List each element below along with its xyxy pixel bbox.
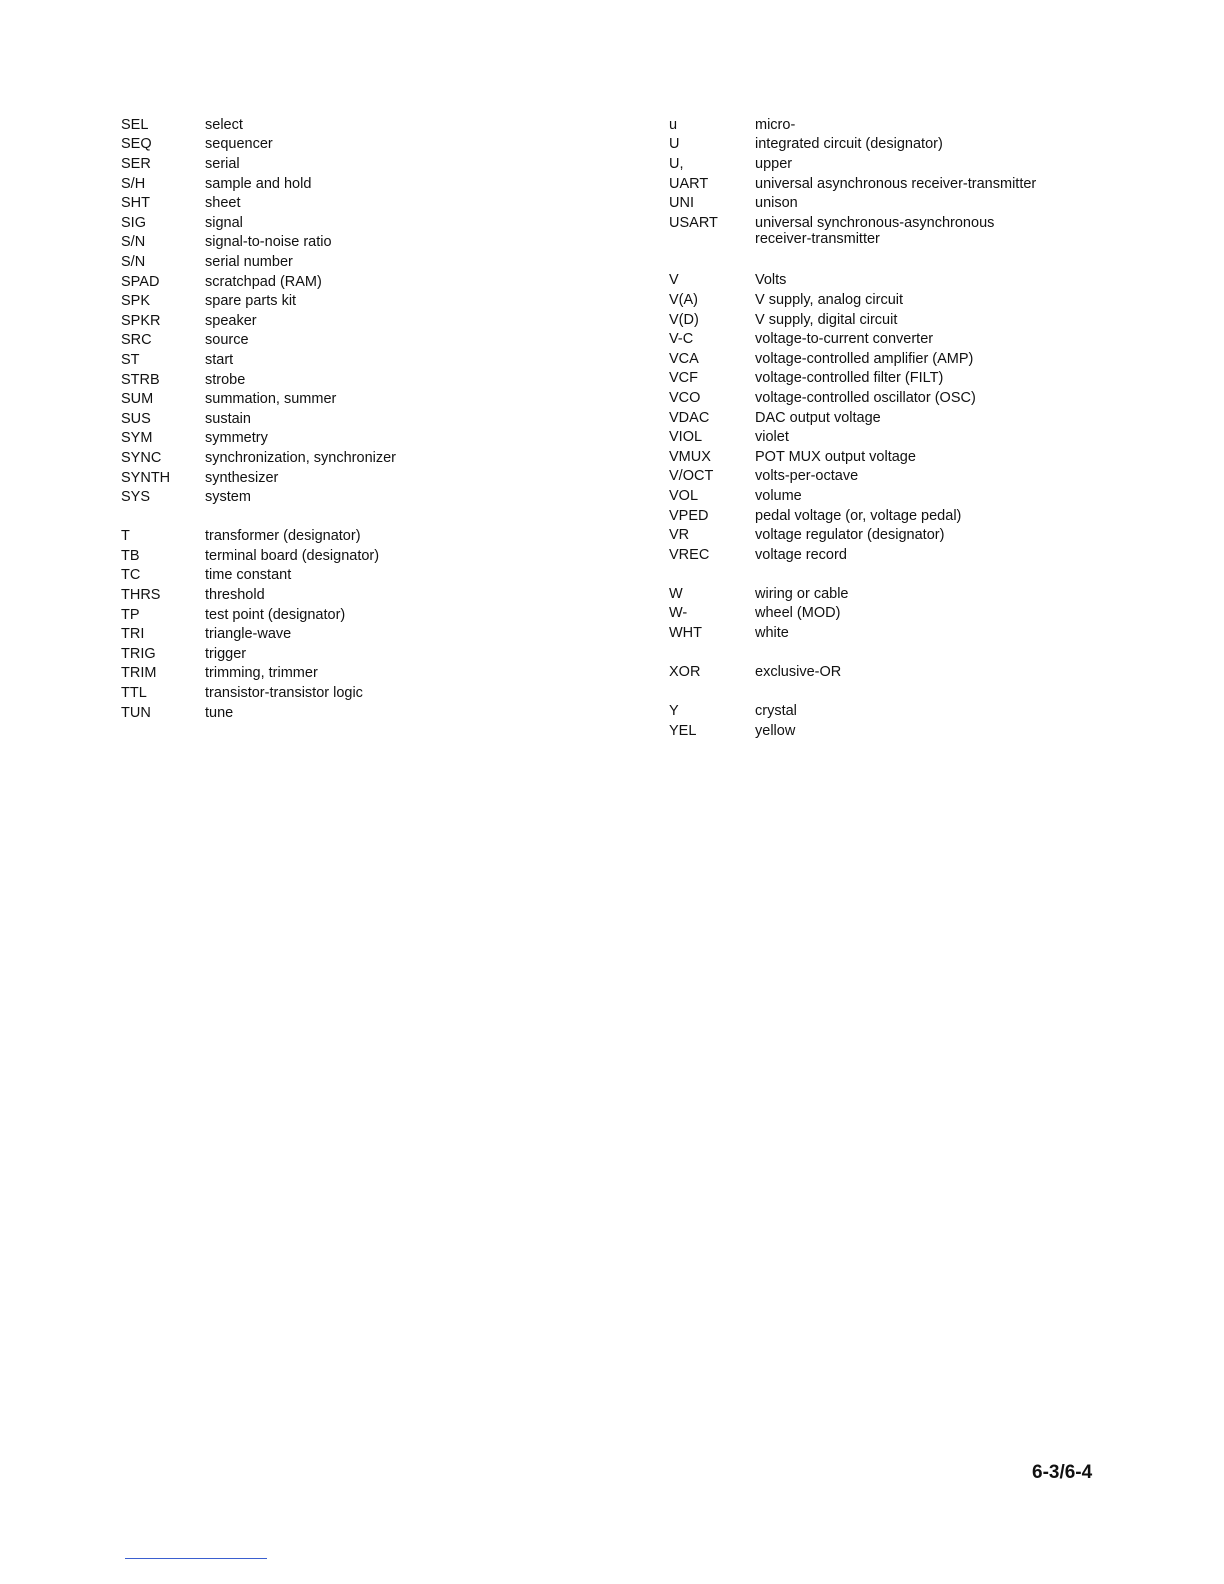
glossary-entry <box>669 214 1189 252</box>
glossary-entry <box>669 663 1189 683</box>
entry-abbreviation: SRC <box>121 332 152 349</box>
entry-definition: violet <box>755 429 789 446</box>
entry-definition: voltage-controlled oscillator (OSC) <box>755 389 976 406</box>
glossary-entry <box>121 567 581 587</box>
entry-abbreviation: XOR <box>669 664 701 681</box>
glossary-entry <box>669 722 1189 742</box>
glossary-entry <box>121 645 581 665</box>
glossary-entry <box>121 214 581 234</box>
entry-definition: white <box>755 625 789 642</box>
entry-abbreviation: VCO <box>669 389 701 406</box>
entry-definition: transformer (designator) <box>205 528 361 545</box>
entry-abbreviation: S/N <box>121 234 146 251</box>
entry-definition: voltage-controlled filter (FILT) <box>755 370 944 387</box>
entry-abbreviation: V/OCT <box>669 468 714 485</box>
entry-definition: sustain <box>205 410 251 427</box>
entry-definition: synthesizer <box>205 469 279 486</box>
entry-definition: threshold <box>205 587 265 604</box>
entry-abbreviation: VCF <box>669 370 698 387</box>
glossary-entry <box>121 292 581 312</box>
entry-abbreviation: VR <box>669 527 690 544</box>
glossary-entry <box>121 371 581 391</box>
entry-definition: voltage-to-current converter <box>755 331 934 348</box>
entry-abbreviation: SYS <box>121 489 151 506</box>
entry-definition: integrated circuit (designator) <box>755 136 943 153</box>
entry-definition: voltage record <box>755 546 847 563</box>
entry-abbreviation: SIG <box>121 214 146 231</box>
entry-definition: upper <box>755 156 793 173</box>
section-gap <box>121 508 581 528</box>
glossary-entry <box>669 507 1189 527</box>
glossary-entry <box>669 330 1189 350</box>
entry-definition: start <box>205 351 234 368</box>
entry-abbreviation: SER <box>121 156 151 173</box>
glossary-entry <box>121 430 581 450</box>
entry-definition: pedal voltage (or, voltage pedal) <box>755 507 962 524</box>
entry-abbreviation: VDAC <box>669 409 710 426</box>
entry-definition: terminal board (designator) <box>205 547 380 564</box>
entry-abbreviation: TRI <box>121 626 145 643</box>
entry-definition: trimming, trimmer <box>205 665 318 682</box>
entry-abbreviation: USART <box>669 214 718 231</box>
entry-definition: Volts <box>755 272 787 289</box>
entry-definition: test point (designator) <box>205 606 346 623</box>
entry-definition: signal-to-noise ratio <box>205 234 332 251</box>
entry-abbreviation: THRS <box>121 587 161 604</box>
entry-abbreviation: V(D) <box>669 311 699 328</box>
entry-definition: triangle-wave <box>205 626 292 643</box>
entry-definition: V supply, digital circuit <box>755 311 898 328</box>
entry-definition: volts-per-octave <box>755 468 859 485</box>
entry-definition: voltage-controlled amplifier (AMP) <box>755 350 974 367</box>
entry-abbreviation: VCA <box>669 350 699 367</box>
entry-abbreviation: VPED <box>669 507 709 524</box>
glossary-entry <box>669 703 1189 723</box>
entry-abbreviation: Y <box>669 703 679 720</box>
entry-abbreviation: SEQ <box>121 136 152 153</box>
entry-definition: trigger <box>205 645 247 662</box>
entry-abbreviation: SPK <box>121 293 151 310</box>
section-gap <box>669 644 1189 664</box>
entry-abbreviation: SEL <box>121 116 149 133</box>
glossary-entry <box>669 389 1189 409</box>
entry-abbreviation: TTL <box>121 685 147 702</box>
entry-definition: source <box>205 332 249 349</box>
glossary-entry <box>121 469 581 489</box>
glossary-entry <box>121 410 581 430</box>
entry-abbreviation: SHT <box>121 195 150 212</box>
glossary-entry <box>121 312 581 332</box>
entry-abbreviation: U, <box>669 156 684 173</box>
entry-definition: universal asynchronous receiver-transmitter <box>755 175 1037 192</box>
entry-definition: summation, summer <box>205 391 337 408</box>
entry-definition: voltage regulator (designator) <box>755 527 945 544</box>
entry-abbreviation: V(A) <box>669 291 698 308</box>
entry-definition: V supply, analog circuit <box>755 291 904 308</box>
entry-definition: sheet <box>205 195 241 212</box>
abbreviation-list-right <box>669 116 1189 742</box>
entry-abbreviation: VMUX <box>669 448 711 465</box>
glossary-entry <box>121 606 581 626</box>
entry-definition: wiring or cable <box>755 585 849 602</box>
glossary-entry <box>121 273 581 293</box>
entry-definition: serial <box>205 156 240 173</box>
entry-abbreviation: U <box>669 136 680 153</box>
entry-definition: speaker <box>205 312 257 329</box>
entry-definition: crystal <box>755 703 797 720</box>
glossary-entry <box>669 194 1189 214</box>
entry-definition: sequencer <box>205 136 273 153</box>
glossary-entry <box>121 234 581 254</box>
glossary-entry <box>669 487 1189 507</box>
glossary-entry <box>121 390 581 410</box>
glossary-entry <box>121 136 581 156</box>
entry-abbreviation: V <box>669 272 679 289</box>
section-gap <box>669 565 1189 585</box>
entry-abbreviation: SPKR <box>121 312 161 329</box>
entry-definition: symmetry <box>205 430 268 447</box>
entry-definition: spare parts kit <box>205 293 297 310</box>
entry-abbreviation: TRIM <box>121 665 157 682</box>
entry-definition: micro- <box>755 116 796 133</box>
glossary-entry <box>669 428 1189 448</box>
glossary-entry <box>669 175 1189 195</box>
glossary-entry <box>669 468 1189 488</box>
glossary-entry <box>121 332 581 352</box>
entry-definition: serial number <box>205 253 293 270</box>
entry-definition: strobe <box>205 371 246 388</box>
entry-abbreviation: SYM <box>121 430 153 447</box>
glossary-entry <box>121 116 581 136</box>
glossary-entry <box>121 665 581 685</box>
page-number: 6-3/6-4 <box>1032 1462 1093 1483</box>
entry-abbreviation: TRIG <box>121 645 156 662</box>
footer-rule <box>125 1558 267 1559</box>
glossary-entry <box>121 155 581 175</box>
glossary-entry <box>669 585 1189 605</box>
glossary-entry <box>669 136 1189 156</box>
glossary-entry <box>121 625 581 645</box>
glossary-entry <box>669 155 1189 175</box>
entry-abbreviation: TP <box>121 606 140 623</box>
entry-abbreviation: VOL <box>669 487 699 504</box>
entry-definition: signal <box>205 214 243 231</box>
entry-definition: select <box>205 116 243 133</box>
entry-abbreviation: WHT <box>669 625 703 642</box>
glossary-entry <box>121 449 581 469</box>
entry-definition: DAC output voltage <box>755 409 881 426</box>
glossary-entry <box>121 684 581 704</box>
entry-definition: synchronization, synchronizer <box>205 449 397 466</box>
glossary-entry <box>669 350 1189 370</box>
section-gap <box>669 683 1189 703</box>
entry-definition: sample and hold <box>205 175 312 192</box>
section-gap <box>669 252 1189 272</box>
entry-definition: yellow <box>755 723 796 740</box>
glossary-entry <box>669 409 1189 429</box>
glossary-entry <box>121 351 581 371</box>
entry-definition: tune <box>205 704 234 721</box>
entry-abbreviation: ST <box>121 351 140 368</box>
entry-definition: exclusive-OR <box>755 664 842 681</box>
glossary-entry <box>121 586 581 606</box>
glossary-entry <box>121 704 581 724</box>
entry-abbreviation: TUN <box>121 704 151 721</box>
glossary-entry <box>669 272 1189 292</box>
entry-definition: POT MUX output voltage <box>755 448 916 465</box>
entry-abbreviation: S/N <box>121 253 146 270</box>
glossary-entry <box>121 488 581 508</box>
entry-abbreviation: S/H <box>121 175 146 192</box>
glossary-entry <box>121 253 581 273</box>
glossary-entry <box>669 116 1189 136</box>
entry-definition: unison <box>755 195 798 212</box>
entry-abbreviation: SPAD <box>121 273 160 290</box>
glossary-entry <box>669 624 1189 644</box>
glossary-entry <box>669 605 1189 625</box>
entry-definition: time constant <box>205 567 292 584</box>
glossary-entry <box>121 175 581 195</box>
entry-abbreviation: W <box>669 585 683 602</box>
entry-abbreviation: SYNTH <box>121 469 171 486</box>
entry-abbreviation: VREC <box>669 546 710 563</box>
glossary-entry <box>669 370 1189 390</box>
entry-definition: volume <box>755 487 802 504</box>
glossary-entry <box>669 311 1189 331</box>
entry-abbreviation: TB <box>121 547 140 564</box>
entry-abbreviation: VIOL <box>669 429 703 446</box>
entry-abbreviation: UNI <box>669 195 694 212</box>
glossary-entry <box>669 526 1189 546</box>
glossary-entry <box>121 547 581 567</box>
entry-abbreviation: TC <box>121 567 141 584</box>
glossary-entry <box>669 448 1189 468</box>
glossary-entry <box>121 527 581 547</box>
entry-abbreviation: W- <box>669 605 688 622</box>
entry-definition: scratchpad (RAM) <box>205 273 322 290</box>
glossary-entry <box>669 546 1189 566</box>
entry-abbreviation: T <box>121 528 130 545</box>
entry-abbreviation: SUS <box>121 410 151 427</box>
glossary-entry <box>669 291 1189 311</box>
glossary-entry <box>121 194 581 214</box>
entry-abbreviation: V-C <box>669 331 694 348</box>
entry-abbreviation: u <box>669 116 678 133</box>
abbreviation-list-left <box>121 116 581 723</box>
entry-definition: universal synchronous-asynchronous receiver-transmitter <box>755 214 995 247</box>
entry-abbreviation: STRB <box>121 371 160 388</box>
entry-abbreviation: SYNC <box>121 449 162 466</box>
entry-abbreviation: YEL <box>669 723 697 740</box>
entry-definition: transistor-transistor logic <box>205 685 363 702</box>
entry-abbreviation: UART <box>669 175 709 192</box>
entry-abbreviation: SUM <box>121 391 154 408</box>
entry-definition: system <box>205 489 251 506</box>
entry-definition: wheel (MOD) <box>755 605 841 622</box>
